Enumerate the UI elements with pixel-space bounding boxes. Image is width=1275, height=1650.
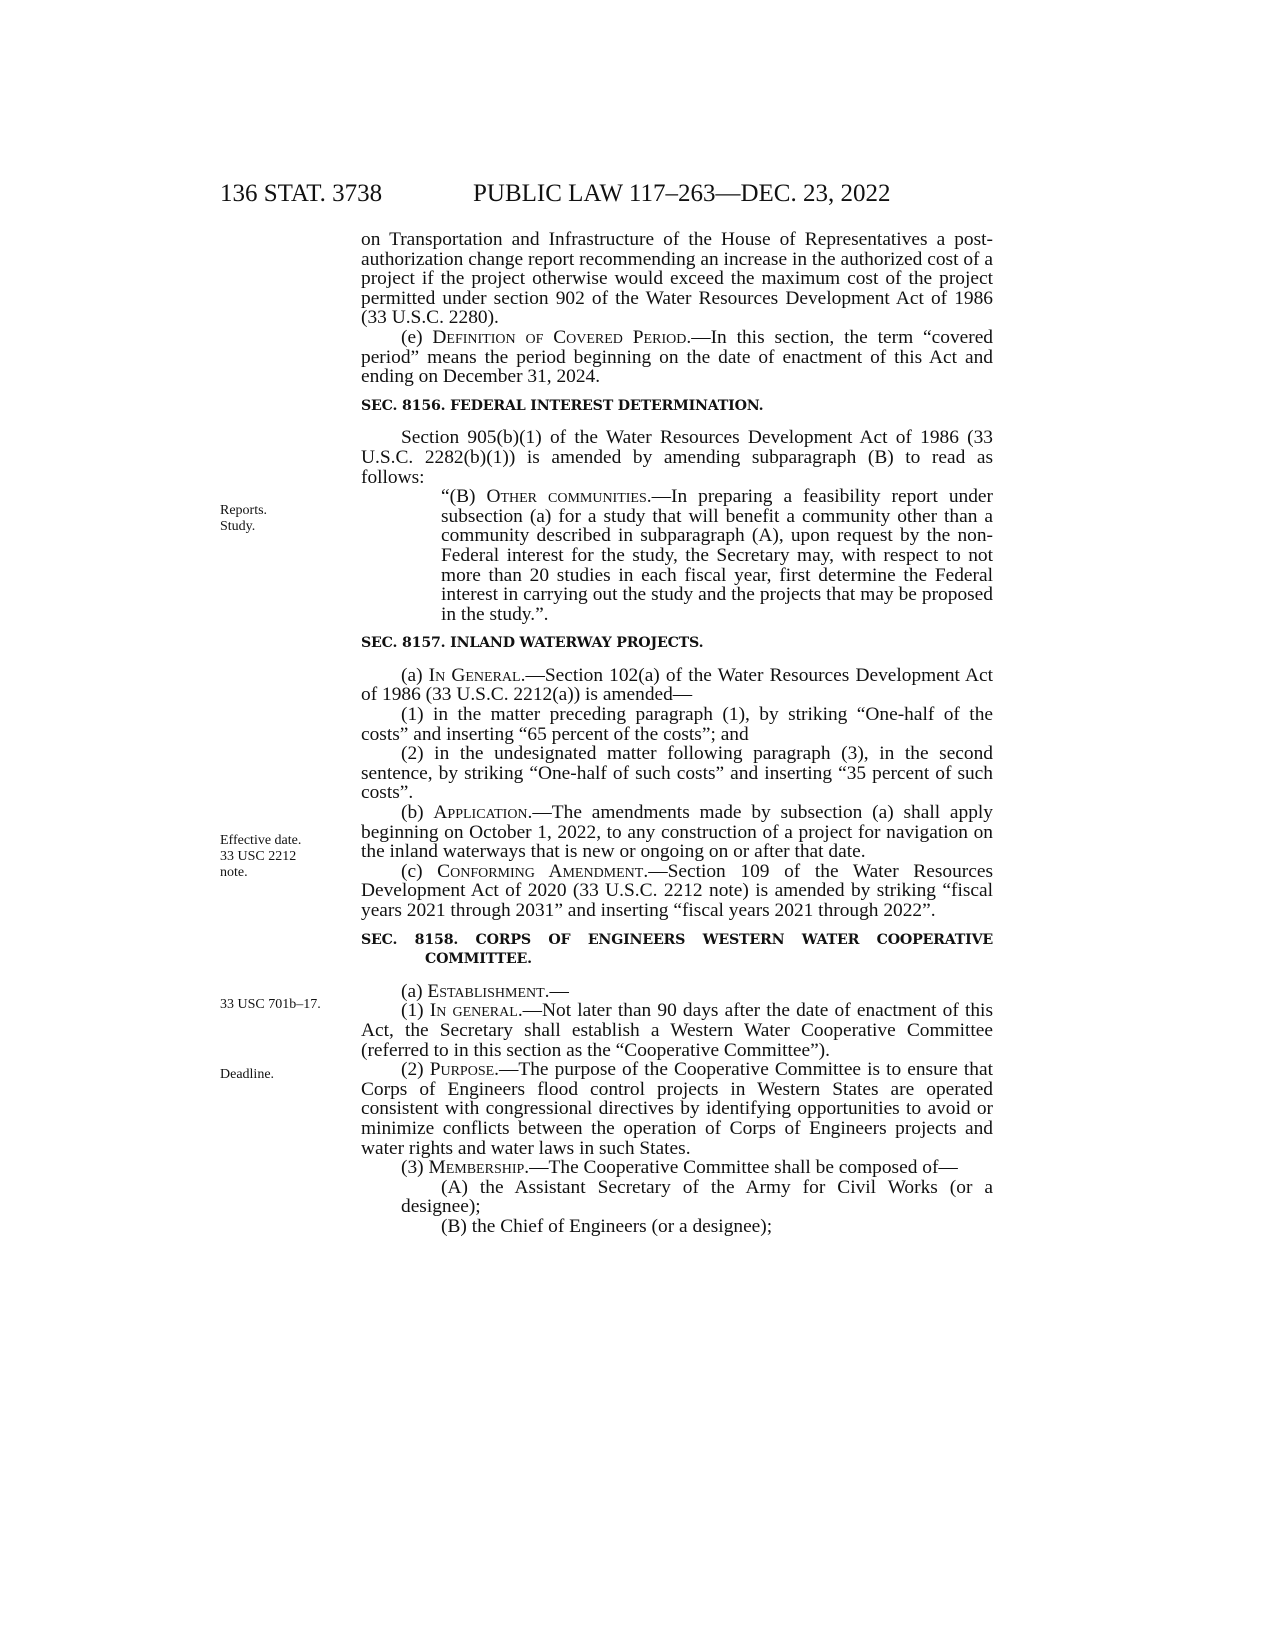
paragraph-3-A: (A) the Assistant Secretary of the Army for Civil Works (or a designee);: [401, 1176, 993, 1218]
para-label: (a): [401, 980, 428, 1002]
para-label: (b): [401, 802, 434, 824]
para-label: (a): [401, 664, 429, 686]
para-label: “(B): [441, 486, 487, 508]
margin-note-reports: [220, 503, 350, 535]
para-heading: In General: [428, 664, 521, 686]
para-heading: Application: [433, 802, 528, 824]
paragraph-8156: Section 905(b)(1) of the Water Resources Development Act of 1986 (33 U.S.C. 2282(b)(1)) is amended by amending subparagraph (B) to read as follows:: [361, 427, 993, 488]
paragraph-b: [361, 803, 993, 862]
para-text: .—Not later than 90 days after the date of enactment of this Act, the Secretary shall establish a Western Water Cooperative Committee (referred to in this section as the “Cooperative Committee”).: [361, 1000, 993, 1061]
para-heading: Establishment: [427, 980, 545, 1002]
paragraph-2: [321, 1060, 993, 1158]
margin-note-line: Effective date.: [220, 833, 302, 848]
para-heading: Definition of Covered Period: [432, 326, 687, 348]
document-body: [361, 230, 993, 1237]
para-label: (e): [401, 326, 433, 348]
paragraph-3: [321, 1158, 993, 1178]
paragraph-a-2: (2) in the undesignated matter following paragraph (3), in the second sentence, by striking “One-half of such costs” and inserting “35 percent of such costs”.: [361, 743, 993, 804]
para-text: .—Section 109 of the Water Resources Development Act of 2020 (33 U.S.C. 2212 note) is amended by striking “fiscal years 2021 through 2031” and inserting “fiscal years 2021 through 2022”.: [361, 860, 993, 921]
para-text: .—The purpose of the Cooperative Committee is to ensure that Corps of Engineers flood control projects in Western States are operated consistent with congressional directives by identifying opportunities to avoid or minimize conflicts between the operation of Corps of Engineers projects and water rights and water laws in such States.: [361, 1059, 993, 1159]
page-running-title: PUBLIC LAW 117–263—DEC. 23, 2022: [473, 180, 891, 207]
para-text: .—Section 102(a) of the Water Resources Development Act of 1986 (33 U.S.C. 2212(a)) is amended—: [361, 664, 993, 706]
margin-note-line: 33 USC 2212: [220, 849, 297, 864]
para-heading: Other communities: [486, 486, 647, 508]
paragraph-e: [361, 328, 993, 387]
para-label: (c): [401, 860, 438, 882]
para-heading: Membership: [428, 1157, 525, 1179]
para-text: .—: [544, 980, 569, 1002]
margin-note-line: Study.: [220, 519, 256, 534]
margin-note-usc: 33 USC 701b–17.: [220, 997, 321, 1012]
para-label: (1): [401, 1000, 430, 1022]
para-text: .—In this section, the term “covered period” means the period beginning on the date of enactment of this Act and ending on December 31, 2024.: [361, 326, 994, 388]
paragraph-continued: on Transportation and Infrastructure of the House of Representatives a post-authorization change report recommending an increase in the authorized cost of a project if the project otherwise would exceed the maximum cost of the project permitted under section 902 of the Water Resources Development Act of 1986 (33 U.S.C. 2280).: [361, 229, 993, 329]
margin-note-line: Reports.: [220, 503, 268, 518]
para-heading: Conforming Amendment: [437, 860, 644, 882]
section-heading-8157: SEC. 8157. INLAND WATERWAY PROJECTS.: [361, 635, 704, 652]
para-text: .—In preparing a feasibility report under subsection (a) for a study that will benefit a community other than a community described in subparagraph (A), upon request by the non-Federal interest for the study, the Secretary may, with respect to not more than 20 studies in each fiscal year, first determine the Federal interest in carrying out the study and the projects that may be proposed in the study.”.: [441, 486, 993, 625]
paragraph-1: [321, 1001, 993, 1060]
para-heading: Purpose: [429, 1059, 495, 1081]
section-heading-8158: SEC. 8158. CORPS OF ENGINEERS WESTERN WATER COOPERATIVE COMMITTEE.: [361, 931, 993, 968]
section-heading-8156: SEC. 8156. FEDERAL INTEREST DETERMINATION.: [361, 397, 764, 414]
margin-note-line: note.: [220, 865, 248, 880]
margin-note-effective-date: [220, 833, 350, 881]
paragraph-establishment: [361, 982, 993, 1002]
paragraph-3-B: (B) the Chief of Engineers (or a designee);: [441, 1215, 773, 1237]
paragraph-a-1: (1) in the matter preceding paragraph (1), by striking “One-half of the costs” and inserting “65 percent of the costs”; and: [361, 704, 993, 745]
paragraph-c: [361, 862, 993, 921]
para-label: (3): [401, 1157, 429, 1179]
margin-note-deadline: Deadline.: [220, 1067, 275, 1082]
page-stat-citation: 136 STAT. 3738: [220, 180, 383, 207]
para-text: .—The Cooperative Committee shall be composed of—: [524, 1157, 958, 1179]
para-text: .—The amendments made by subsection (a) shall apply beginning on October 1, 2022, to any construction of a project for navigation on the inland waterways that is new or ongoing on or after that date.: [361, 802, 993, 863]
quoted-subparagraph-b: [361, 487, 993, 624]
para-heading: In general: [429, 1000, 518, 1022]
paragraph-a: [361, 666, 993, 705]
para-label: (2): [401, 1059, 430, 1081]
